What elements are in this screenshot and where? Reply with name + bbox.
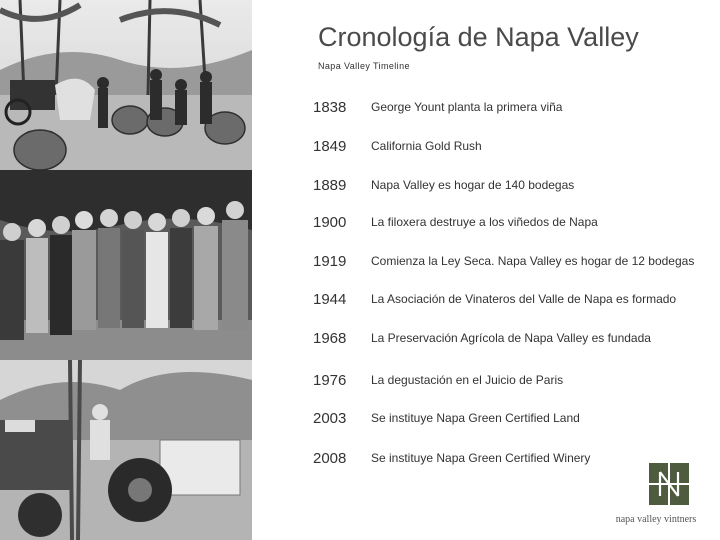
timeline-event: George Yount planta la primera viña [371,100,563,114]
timeline-row [313,406,580,430]
timeline-year: 1944 [313,290,347,308]
timeline-year: 1849 [313,137,347,155]
timeline-year: 2008 [313,449,347,467]
vintners-group-photo [0,170,252,360]
napa-valley-vintners-logo [600,462,712,532]
timeline-year: 2003 [313,409,347,427]
timeline-row [313,446,590,470]
timeline-row [313,287,676,311]
timeline-event: La filoxera destruye a los viñedos de Napa [371,215,598,229]
timeline-row [313,326,651,350]
page-subtitle: Napa Valley Timeline [318,61,410,71]
timeline-year: 1968 [313,329,347,347]
timeline-row [313,173,574,197]
timeline-row [313,134,482,158]
timeline-row [313,249,694,273]
timeline-event: La Preservación Agrícola de Napa Valley es fundada [371,331,651,345]
timeline-year: 1900 [313,213,347,231]
timeline-year: 1976 [313,371,347,389]
timeline-event: California Gold Rush [371,139,482,153]
historical-photos [0,0,252,540]
timeline-row [313,95,562,119]
timeline-row [313,210,598,234]
logo-text: napa valley vintners [615,514,697,525]
timeline-event: Se instituye Napa Green Certified Land [371,411,580,425]
timeline-year: 1919 [313,252,347,270]
monogram-icon [648,462,690,506]
page-title: Cronología de Napa Valley [318,22,639,52]
timeline-event: La Asociación de Vinateros del Valle de Napa es formado [371,292,677,306]
timeline-row [313,368,563,392]
timeline-event: Se instituye Napa Green Certified Winery [371,451,591,465]
timeline-year: 1838 [313,98,347,116]
tractor-photo [0,360,252,540]
timeline-event: Comienza la Ley Seca. Napa Valley es hogar de 12 bodegas [371,254,695,268]
timeline-event: La degustación en el Juicio de Paris [371,373,564,387]
vineyard-barrels-photo [0,0,252,170]
timeline-year: 1889 [313,176,347,194]
timeline-event: Napa Valley es hogar de 140 bodegas [371,178,575,192]
